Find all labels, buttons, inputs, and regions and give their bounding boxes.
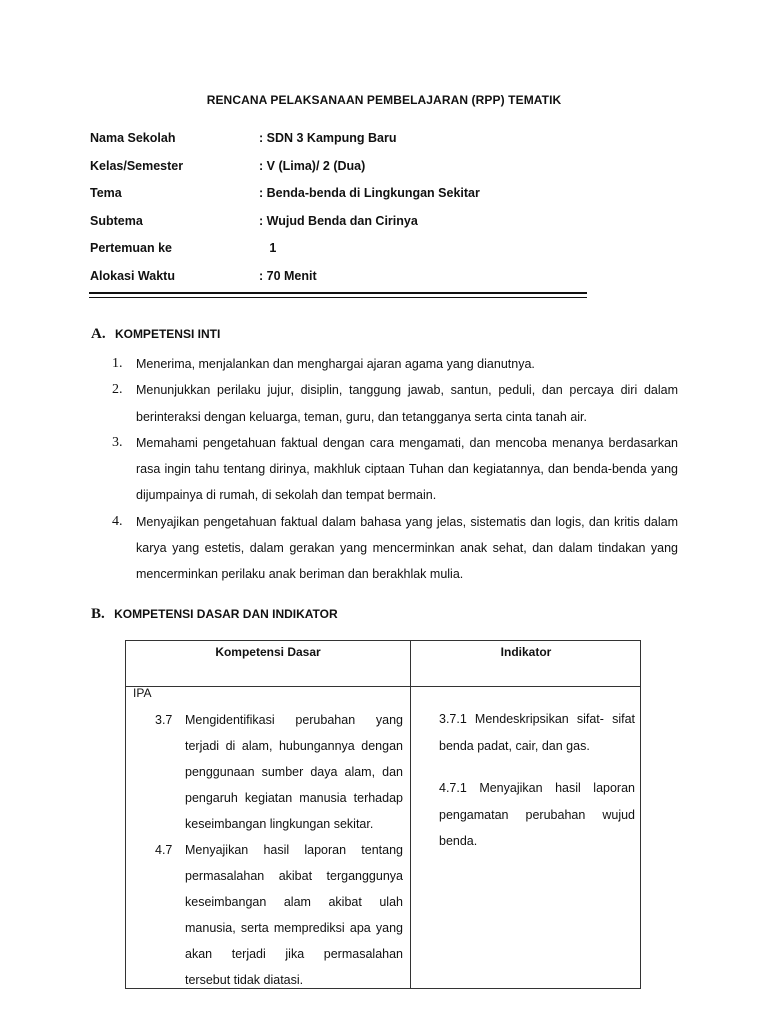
info-value: : Benda-benda di Lingkungan Sekitar [259,186,480,200]
info-row-class [90,159,590,187]
section-title: KOMPETENSI INTI [114,327,221,341]
list-item [112,509,678,588]
header-divider-thin [89,297,587,298]
kd-item [155,837,403,993]
indikator-item: 3.7.1 Mendeskripsikan sifat- sifat benda padat, cair, dan gas. [439,712,635,753]
section-letter: A. [91,326,106,342]
list-number: 2. [112,382,123,398]
list-number: 4. [112,513,123,529]
list-item [112,351,678,377]
section-b-heading [91,606,338,623]
indikator-item: 4.7.1 Menyajikan hasil laporan pengamatan perubahan wujud benda. [439,781,635,848]
info-value: : Wujud Benda dan Cirinya [259,213,418,228]
info-value: : V (Lima)/ 2 (Dua) [259,158,366,173]
list-text: Menerima, menjalankan dan menghargai ajaran agama yang dianutnya. [136,357,535,371]
list-number: 1. [112,356,123,371]
info-row-subtheme [90,214,590,242]
document-title: RENCANA PELAKSANAAN PEMBELAJARAN (RPP) TEMATIK [206,93,562,107]
info-value: : 70 Menit [259,268,317,283]
kd-text: Mengidentifikasi perubahan yang terjadi di alam, hubungannya dengan penggunaan sumber daya alam, dan pengaruh kegiatan manusia terhadap keseimbangan lingkungan sekitar. [185,713,403,831]
kd-item [155,707,403,837]
kd-number: 4.7 [155,843,173,857]
list-text: Menyajikan pengetahuan faktual dalam bahasa yang jelas, sistematis dan logis, dan kritis dalam karya yang estetis, dalam gerakan yang mencerminkan anak sehat, dan dalam tindakan yang mencerminkan perilaku anak beriman dan berakhlak mulia. [136,514,678,582]
list-text: Memahami pengetahuan faktual dengan cara mengamati, dan mencoba menanya berdasarkan rasa ingin tahu tentang dirinya, makhluk ciptaan Tuhan dan kegiatannya, dan benda-benda yang dijumpainya di rumah, di sekolah dan tempat bermain. [136,435,678,503]
list-item [112,430,678,509]
info-row-meeting [90,241,590,269]
info-label: Tema [90,186,122,200]
info-value: 1 [259,241,277,255]
table-header-kompetensi: Kompetensi Dasar [215,645,321,659]
kompetensi-dasar-table [125,640,641,989]
kompetensi-inti-list [112,351,678,588]
list-number: 3. [112,434,123,450]
section-title: KOMPETENSI DASAR DAN INDIKATOR [114,607,338,621]
kd-text: Menyajikan hasil laporan tentang permasalahan akibat terganggunya keseimbangan alam akibat ulah manusia, serta memprediksi apa yang akan terjadi jika permasalahan tersebut tidak diatasi. [185,843,403,987]
info-label: Subtema [90,213,143,228]
kd-number: 3.7 [155,713,173,727]
info-label: Pertemuan ke [90,241,172,255]
info-label: Alokasi Waktu [90,268,175,283]
table-column-divider [410,641,411,988]
section-letter: B. [91,606,105,622]
info-label: Nama Sekolah [90,131,176,145]
info-row-theme [90,186,590,214]
list-item [112,377,678,430]
table-header-divider [126,686,640,687]
info-label: Kelas/Semester [90,158,184,173]
info-value: : SDN 3 Kampung Baru [259,131,397,145]
identity-table [90,131,590,296]
table-header-indikator: Indikator [500,645,552,659]
list-text: Menunjukkan perilaku jujur, disiplin, tanggung jawab, santun, peduli, dan percaya diri dalam berinteraksi dengan keluarga, teman, guru, dan tetangganya serta cinta tanah air. [136,383,678,424]
header-divider-thick [89,292,587,294]
subject-label: IPA [133,686,152,700]
section-a-heading [91,326,220,343]
info-row-school [90,131,590,159]
